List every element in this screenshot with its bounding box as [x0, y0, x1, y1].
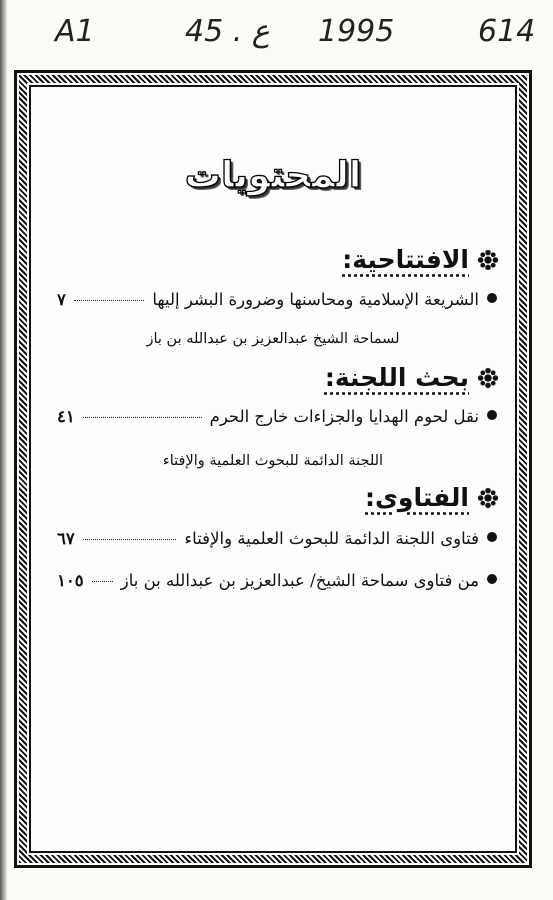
bullet-icon [487, 532, 497, 542]
toc-entry-title: من فتاوى سماحة الشيخ/ عبدالعزيز بن عبدالله بن باز [120, 571, 479, 590]
toc-entry [57, 571, 497, 590]
handwritten-ref: A1 [55, 14, 95, 49]
scan-edge [0, 0, 7, 900]
toc-entry-page: ٤١ [57, 407, 75, 426]
page-title: المحتويات [184, 155, 362, 196]
toc-entry-page: ٧ [57, 290, 66, 309]
section-heading-text: بحث اللجنة: [324, 363, 469, 392]
handwritten-issue: 45 . ع [185, 14, 270, 49]
section-heading-committee-research [325, 363, 499, 392]
toc-entry-author: اللجنة الدائمة للبحوث العلمية والإفتاء [162, 453, 384, 469]
contents-page [29, 85, 517, 853]
toc-entry-title: فتاوى اللجنة الدائمة للبحوث العلمية والإفتاء [184, 529, 479, 548]
handwritten-annotation [0, 6, 553, 56]
dot-leader [92, 581, 113, 582]
handwritten-page-ref: 614 [478, 14, 536, 49]
toc-entry-page: ١٠٥ [57, 571, 84, 590]
section-heading-editorial [342, 245, 499, 274]
toc-entry [57, 407, 497, 426]
toc-entry-title: نقل لحوم الهدايا والجزاءات خارج الحرم [209, 407, 479, 426]
toc-entry [57, 290, 497, 309]
flower-icon [477, 487, 499, 509]
toc-entry-title: الشريعة الإسلامية ومحاسنها وضرورة البشر إليها [152, 290, 479, 309]
bullet-icon [487, 293, 497, 303]
section-heading-text: الافتتاحية: [342, 245, 469, 274]
dot-leader [83, 417, 202, 418]
section-heading-fatwas [365, 483, 499, 512]
section-heading-text: الفتاوى: [365, 483, 469, 512]
toc-entry-author: لسماحة الشيخ عبدالعزيز بن عبدالله بن باز [146, 331, 400, 347]
toc-entry [57, 529, 497, 548]
toc-entry-page: ٦٧ [57, 529, 75, 548]
bullet-icon [487, 410, 497, 420]
dot-leader [74, 300, 145, 301]
flower-icon [477, 367, 499, 389]
bullet-icon [487, 574, 497, 584]
handwritten-year: 1995 [318, 14, 395, 49]
flower-icon [477, 249, 499, 271]
dot-leader [83, 539, 177, 540]
